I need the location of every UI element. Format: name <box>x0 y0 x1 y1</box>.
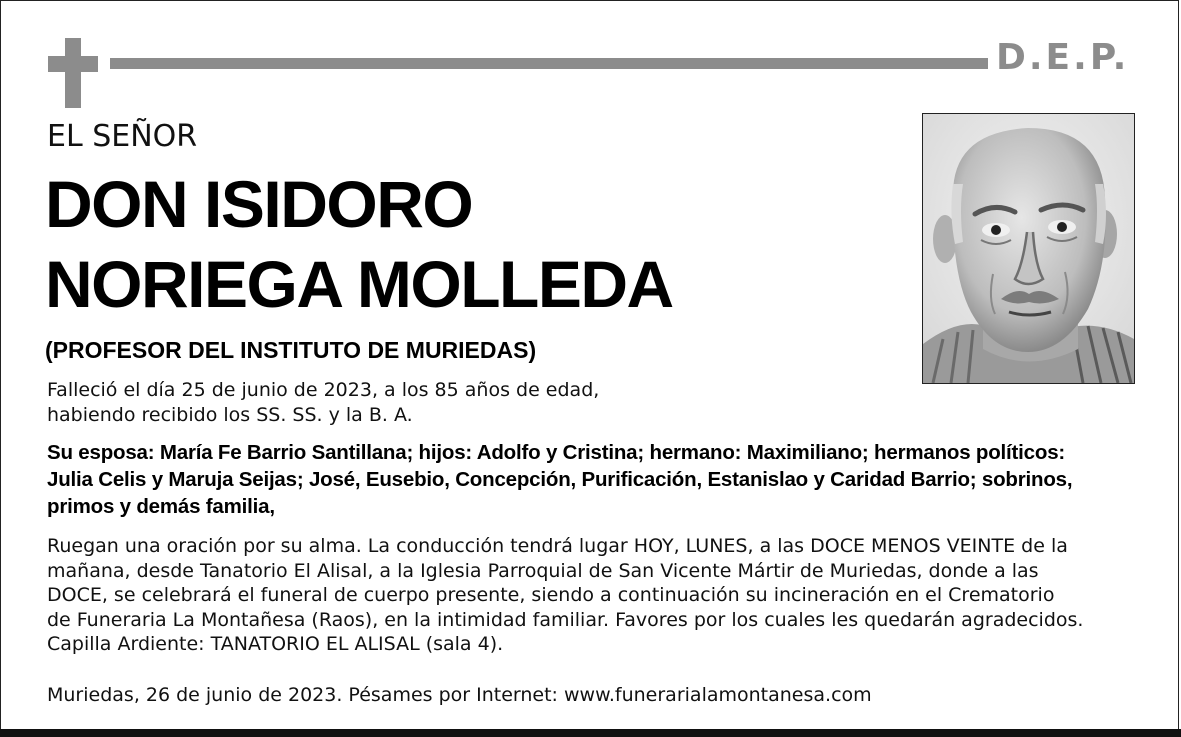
portrait-photo <box>922 113 1135 384</box>
death-notice <box>47 378 599 427</box>
family-list <box>47 439 1072 520</box>
honorific: EL SEÑOR <box>47 119 198 154</box>
bottom-border <box>0 729 1181 737</box>
family-line: Su esposa: María Fe Barrio Santillana; hijos: Adolfo y Cristina; hermano: Maximiliano; hermanos políticos: <box>47 441 1066 464</box>
deceased-name-line2: NORIEGA MOLLEDA <box>45 247 673 321</box>
header-rule <box>110 58 988 69</box>
deceased-profession: (PROFESOR DEL INSTITUTO DE MURIEDAS) <box>45 337 537 363</box>
dep-heading: D.E.P. <box>996 37 1130 78</box>
death-notice-line: Falleció el día 25 de junio de 2023, a los 85 años de edad, <box>47 379 600 401</box>
ceremony-line: Ruegan una oración por su alma. La conducción tendrá lugar HOY, LUNES, a las DOCE MENOS VEINTE de la <box>47 535 1068 557</box>
family-line: Julia Celis y Maruja Seijas; José, Eusebio, Concepción, Purificación, Estanislao y Caridad Barrio; sobrinos, <box>47 468 1073 491</box>
ceremony-line: Capilla Ardiente: TANATORIO EL ALISAL (sala 4). <box>47 633 504 655</box>
ceremony-line: DOCE, se celebrará el funeral de cuerpo presente, siendo a continuación su incineración en el Crematorio <box>47 584 1055 606</box>
cross-vertical-bar <box>65 38 81 108</box>
ceremony-line: mañana, desde Tanatorio El Alisal, a la Iglesia Parroquial de San Vicente Mártir de Muriedas, donde a las <box>47 559 1039 582</box>
cross-horizontal-bar <box>48 56 98 72</box>
deceased-name-line1: DON ISIDORO <box>45 167 473 241</box>
ceremony-line: de Funeraria La Montañesa (Raos), en la intimidad familiar. Favores por los cuales les quedarán agradecidos. <box>47 608 1084 631</box>
ceremony-details <box>47 534 1083 657</box>
family-line: primos y demás familia, <box>47 495 275 518</box>
death-notice-line: habiendo recibido los SS. SS. y la B. A. <box>47 403 413 426</box>
footer-text: Muriedas, 26 de junio de 2023. Pésames por Internet: www.funerarialamontanesa.com <box>47 684 872 706</box>
